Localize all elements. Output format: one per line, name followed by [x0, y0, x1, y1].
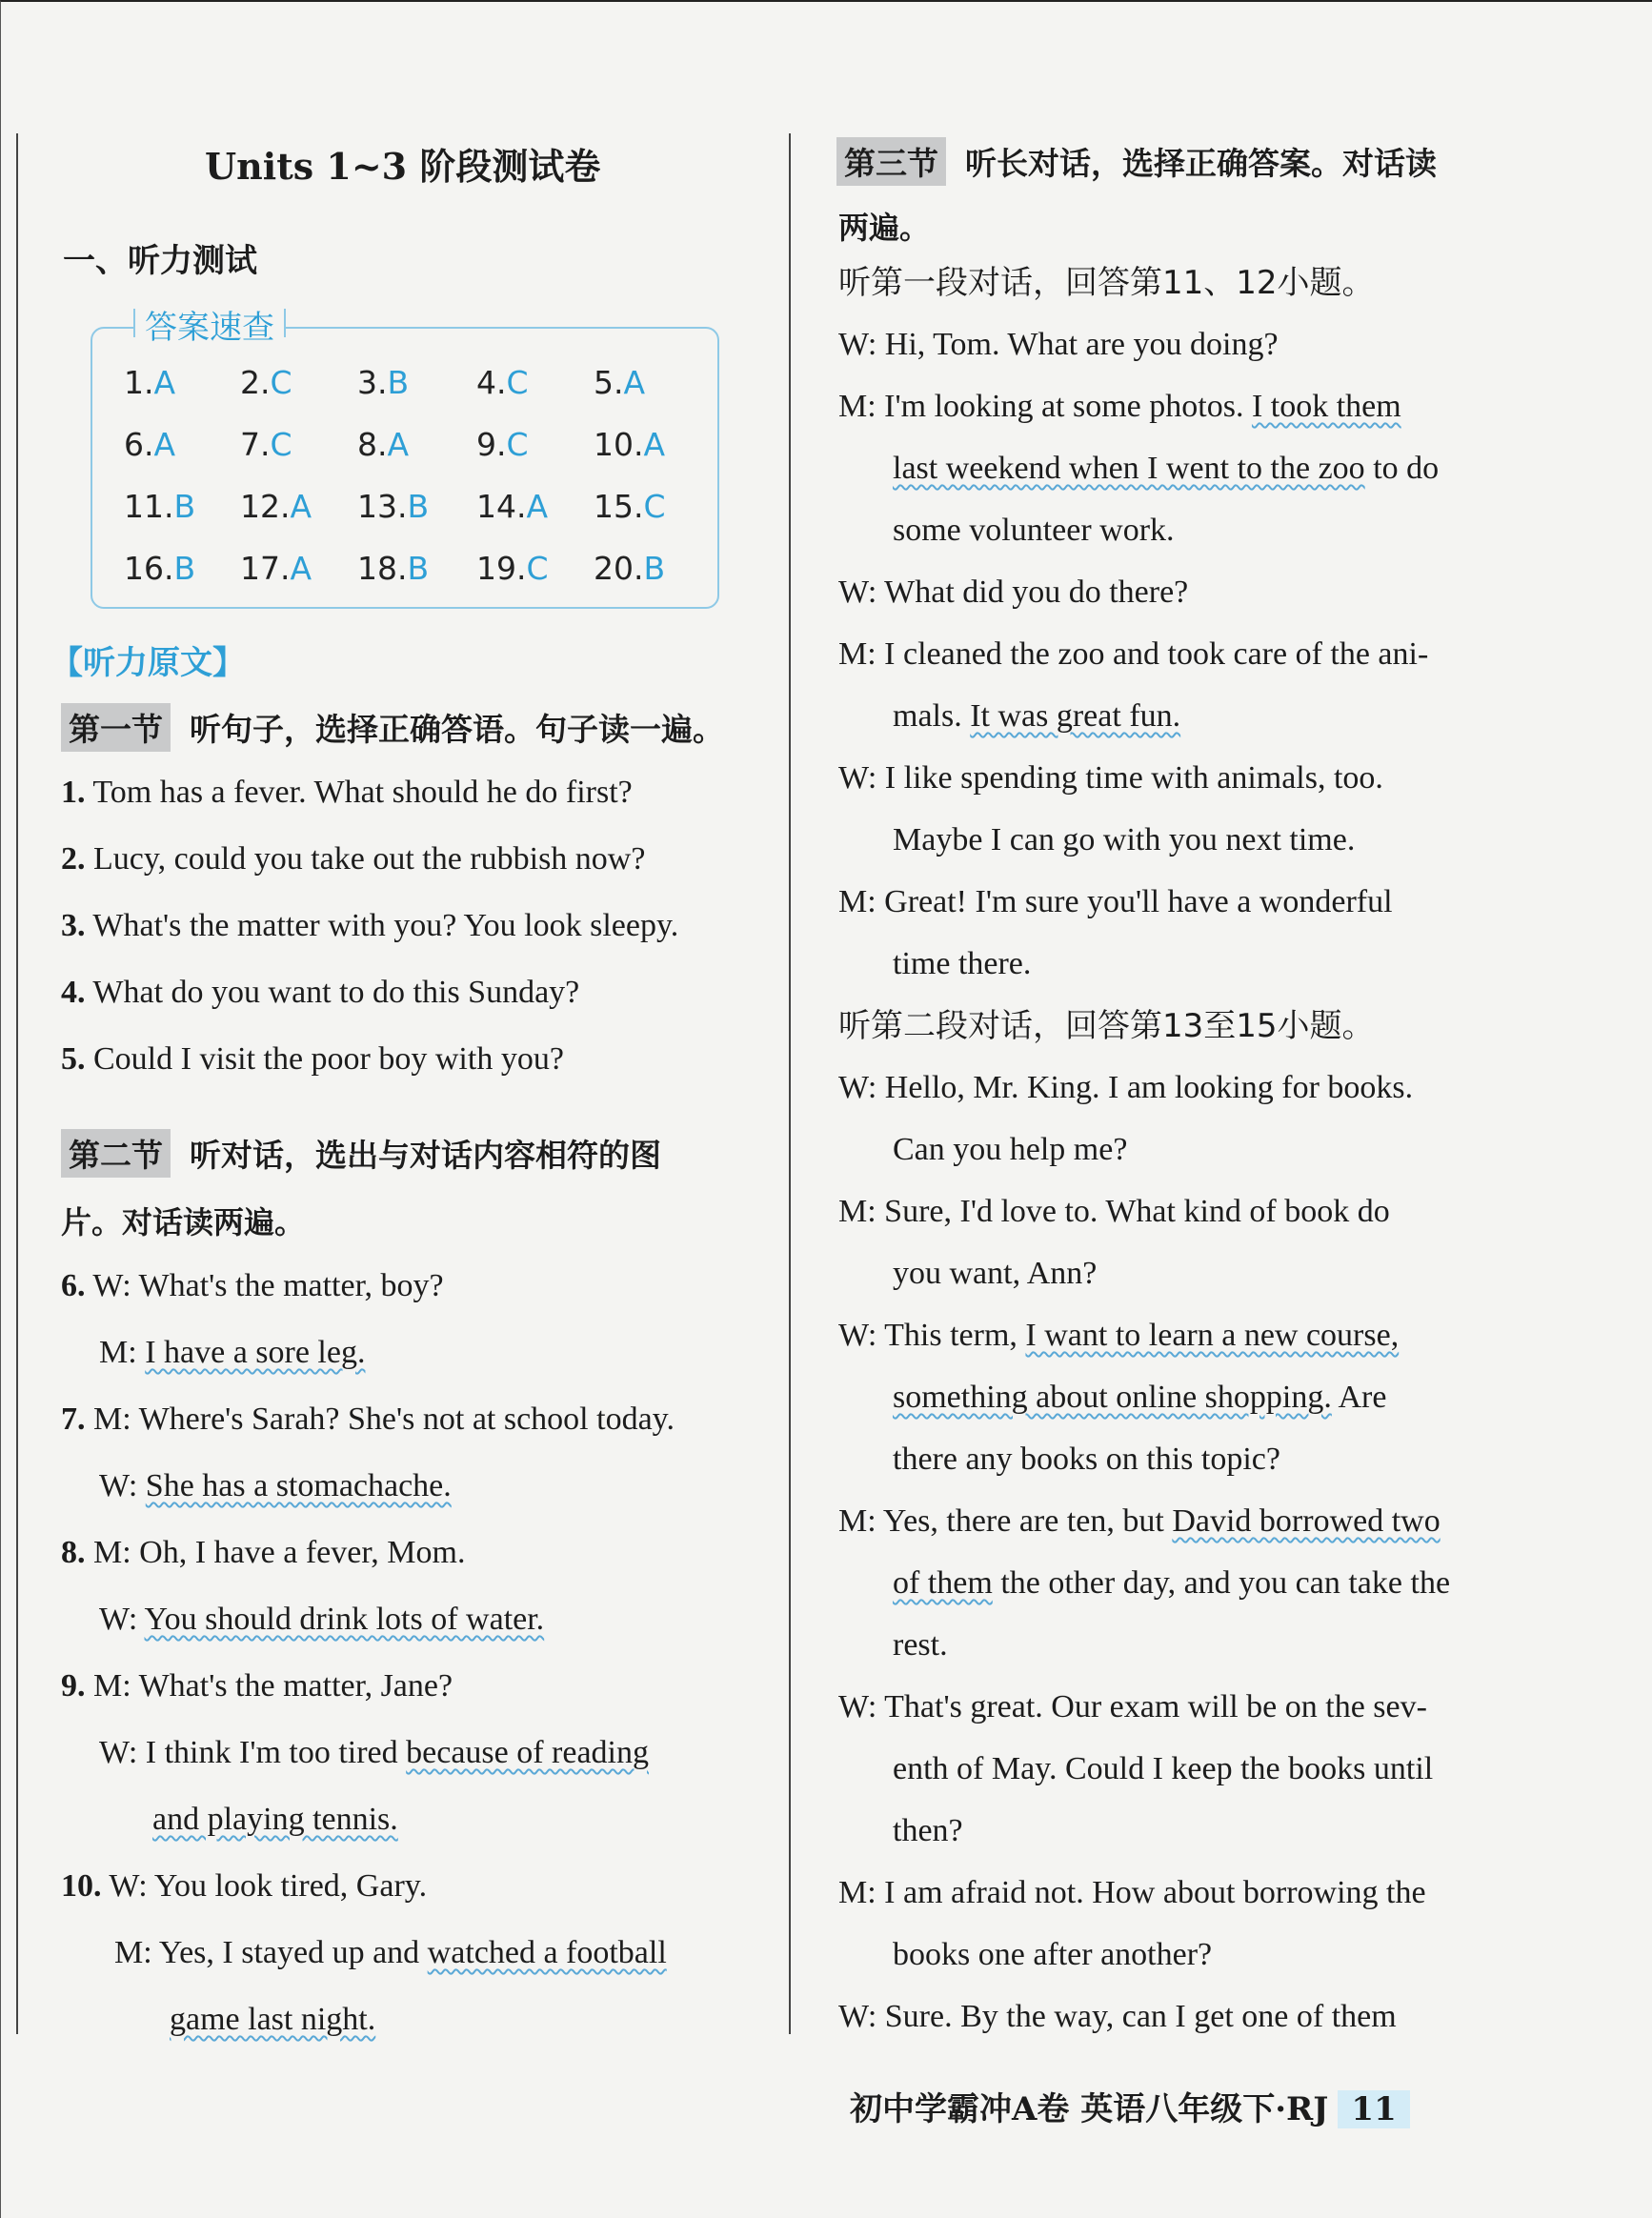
d1-m1a: M: I'm looking at some photos. I took them: [838, 389, 1401, 424]
dialogue-2-intro: 听第二段对话，回答第13至15小题。: [838, 1007, 1375, 1045]
q10-answer-underline: watched a football: [427, 1935, 667, 1970]
d2-w3b: enth of May. Could I keep the books until: [893, 1751, 1434, 1786]
section-2-heading-cont: 片。对话读两遍。: [61, 1204, 306, 1240]
d2-w1a: W: Hello, Mr. King. I am looking for books.: [838, 1070, 1414, 1105]
q2: 2. Lucy, could you take out the rubbish now?: [61, 841, 646, 877]
footer-text: 初中学霸冲A卷 英语八年级下·RJ: [850, 2090, 1329, 2128]
section-3-heading-cont: 两遍。: [838, 210, 931, 246]
d1-m2a: M: I cleaned the zoo and took care of the ani-: [838, 636, 1429, 672]
answer-3: 3.B: [357, 364, 410, 401]
q7-line2: W: She has a stomachache.: [99, 1468, 452, 1503]
answer-9: 9.C: [476, 426, 529, 463]
answer-7: 7.C: [240, 426, 292, 463]
q8-line1: 8. M: Oh, I have a fever, Mom.: [61, 1535, 466, 1570]
q7-answer-underline: She has a stomachache.: [145, 1468, 452, 1503]
page-number: 11: [1338, 2090, 1409, 2128]
q9-line2: W: I think I'm too tired because of reading: [99, 1735, 650, 1770]
q10-line2: M: Yes, I stayed up and watched a football: [114, 1935, 667, 1970]
d2-w4a: W: Sure. By the way, can I get one of them: [838, 1999, 1397, 2034]
answer-5: 5.A: [594, 364, 646, 401]
q6-answer-underline: I have a sore leg.: [145, 1335, 366, 1370]
q4: 4. What do you want to do this Sunday?: [61, 975, 580, 1010]
q8-answer-underline: You should drink lots of water.: [144, 1602, 545, 1637]
answer-14: 14.A: [476, 488, 549, 525]
section-3-tag: 第三节: [836, 137, 946, 186]
answer-20: 20.B: [594, 550, 666, 587]
q9-line3: and playing tennis.: [152, 1802, 398, 1837]
d1-w1: W: Hi, Tom. What are you doing?: [838, 327, 1279, 362]
q10-line1: 10. W: You look tired, Gary.: [61, 1868, 428, 1904]
section-1-heading: 第一节 听句子，选择正确答语。句子读一遍。: [61, 703, 724, 752]
page-title: Units 1~3 阶段测试卷: [205, 145, 601, 188]
d2-m2a: M: Yes, there are ten, but David borrowed two: [838, 1503, 1440, 1539]
q9-answer-underline: because of reading: [406, 1735, 650, 1770]
q10-line3: game last night.: [170, 2002, 376, 2037]
q9-line1: 9. M: What's the matter, Jane?: [61, 1668, 453, 1704]
answer-13: 13.B: [357, 488, 430, 525]
d2-w2b: something about online shopping. Are: [893, 1380, 1387, 1415]
answer-16: 16.B: [124, 550, 196, 587]
answer-17: 17.A: [240, 550, 312, 587]
d2-m2c: rest.: [893, 1627, 948, 1663]
d1-w3b: Maybe I can go with you next time.: [893, 822, 1356, 857]
section-2-heading: 第二节 听对话，选出与对话内容相符的图: [61, 1129, 661, 1178]
footer: [850, 2083, 1410, 2129]
d2-m3a: M: I am afraid not. How about borrowing the: [838, 1875, 1426, 1910]
d1-m3b: time there.: [893, 946, 1032, 981]
q8-line2: W: You should drink lots of water.: [99, 1602, 545, 1637]
section-heading: 一、听力测试: [63, 242, 257, 280]
answer-8: 8.A: [357, 426, 410, 463]
answer-18: 18.B: [357, 550, 430, 587]
d2-w2a: W: This term, I want to learn a new course,: [838, 1318, 1400, 1353]
d2-m1b: you want, Ann?: [893, 1256, 1098, 1291]
q6-line2: M: I have a sore leg.: [99, 1335, 366, 1370]
d1-m2b: mals. It was great fun.: [893, 698, 1181, 734]
d1-m1c: some volunteer work.: [893, 513, 1175, 548]
listening-title: 【听力原文】: [50, 644, 245, 682]
q7-line1: 7. M: Where's Sarah? She's not at school today.: [61, 1401, 675, 1437]
q3: 3. What's the matter with you? You look sleepy.: [61, 908, 679, 943]
q5: 5. Could I visit the poor boy with you?: [61, 1041, 564, 1077]
d1-w2: W: What did you do there?: [838, 575, 1189, 610]
section-1-tag: 第一节: [61, 703, 171, 752]
answer-1: 1.A: [124, 364, 176, 401]
d2-w3c: then?: [893, 1813, 963, 1848]
d2-m2b: of them the other day, and you can take the: [893, 1565, 1451, 1601]
d2-m3b: books one after another?: [893, 1937, 1213, 1972]
answer-4: 4.C: [476, 364, 529, 401]
answer-11: 11.B: [124, 488, 196, 525]
answer-10: 10.A: [594, 426, 666, 463]
d1-w3a: W: I like spending time with animals, too.: [838, 760, 1383, 796]
answer-box-title: 答案速查: [133, 301, 286, 348]
d1-m3a: M: Great! I'm sure you'll have a wonderful: [838, 884, 1393, 919]
d2-w3a: W: That's great. Our exam will be on the sev-: [838, 1689, 1427, 1724]
section-2-tag: 第二节: [61, 1129, 171, 1178]
answer-6: 6.A: [124, 426, 176, 463]
dialogue-1-intro: 听第一段对话，回答第11、12小题。: [838, 264, 1375, 302]
q6-line1: 6. W: What's the matter, boy?: [61, 1268, 444, 1303]
d2-m1a: M: Sure, I'd love to. What kind of book do: [838, 1194, 1390, 1229]
column-divider: [789, 133, 791, 2034]
d1-m1b: last weekend when I went to the zoo to do: [893, 451, 1440, 486]
d2-w2c: there any books on this topic?: [893, 1442, 1280, 1477]
answer-19: 19.C: [476, 550, 549, 587]
answer-2: 2.C: [240, 364, 292, 401]
left-margin-line: [16, 133, 18, 2034]
answer-15: 15.C: [594, 488, 666, 525]
d2-w1b: Can you help me?: [893, 1132, 1128, 1167]
section-3-heading: 第三节 听长对话，选择正确答案。对话读: [836, 137, 1437, 186]
answer-12: 12.A: [240, 488, 312, 525]
q1: 1. Tom has a fever. What should he do first?: [61, 775, 633, 810]
